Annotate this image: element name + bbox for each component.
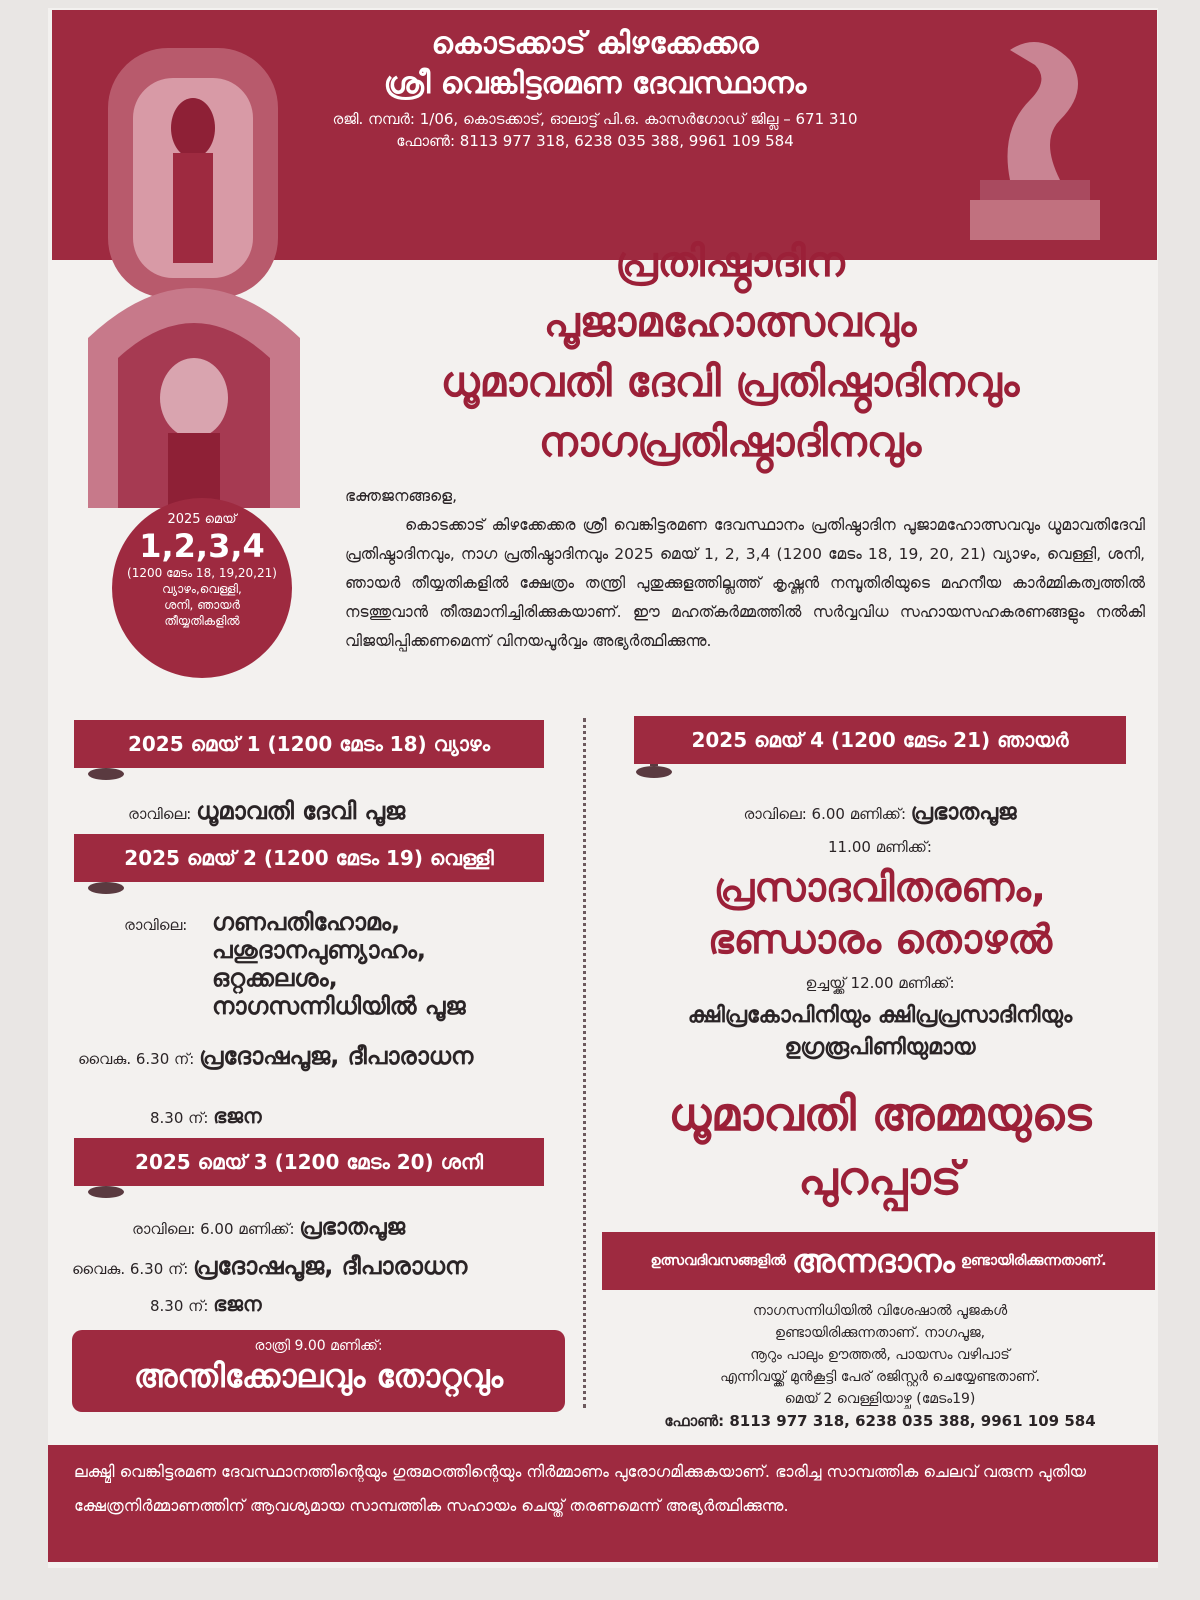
day4-noon-label: ഉച്ചയ്ക്ക് 12.00 മണിക്ക്:	[805, 974, 955, 992]
day4-eleven-event	[600, 862, 1160, 966]
day2-event: ഒറ്റക്കലശം,	[212, 964, 338, 992]
day4-banner: 2025 മെയ് 4 (1200 മേടം 21) ഞായർ	[634, 716, 1126, 764]
contact-phone: ഫോൺ: 8113 977 318, 6238 035 388, 9961 109 584	[664, 1412, 1096, 1430]
day2-banner: 2025 മെയ് 2 (1200 മേടം 19) വെള്ളി	[74, 834, 544, 882]
header-phone: ഫോൺ: 8113 977 318, 6238 035 388, 9961 109 584	[396, 132, 794, 150]
festival-title-line: പൂജാമഹോത്സവവും	[543, 297, 917, 346]
naga-note-line: ഉണ്ടായിരിക്കുന്നതാണ്. നാഗപൂജ,	[774, 1325, 986, 1341]
day3-night-event: ഭജന	[213, 1292, 262, 1316]
festival-title	[320, 232, 1140, 472]
festival-title-line: നാഗപ്രതിഷ്ഠാദിനവും	[538, 417, 922, 466]
day2-morning-label: രാവിലെ:	[124, 916, 188, 934]
salutation: ഭക്തജനങ്ങളെ,	[345, 487, 458, 505]
annadanam-highlight: അന്നദാനം	[791, 1241, 955, 1280]
date-circle-malayalam-dates: (1200 മേടം 18, 19,20,21)	[127, 566, 277, 580]
day2-event: പശുദാനപുണ്യാഹം,	[212, 936, 427, 964]
day3-evening-event: പ്രദോഷപൂജ, ദീപാരാധന	[193, 1252, 468, 1280]
intro-paragraph: കൊടക്കാട് കിഴക്കേക്കര ശ്രീ വെങ്കിട്ടരമണ ദേവസ്ഥാനം പ്രതിഷ്ഠാദിന പൂജാമഹോത്സവവും ധൂമാവതിദേവി പ്രതിഷ്ഠാദിനവും, നാഗ പ്രതിഷ്ഠാദിനവും 2025 മെയ് 1, 2, 3,4 (1200 മേടം 18, 19, 20, 21) വ്യാഴം, വെള്ളി, ശനി, ഞായർ തീയ്യതികളിൽ ക്ഷേത്രം തന്ത്രി പുതുക്കുളത്തില്ലത്ത് കൃഷ്ണൻ നമ്പൂതിരിയുടെ മഹനീയ കാർമ്മികത്വത്തിൽ നടത്തുവാൻ തീരുമാനിച്ചിരിക്കുകയാണ്. ഈ മഹത്കർമ്മത്തിൽ സർവ്വവിധ സഹായസഹകരണങ്ങളും നൽകി വിജയിപ്പിക്കണമെന്ന് വിനയപൂർവ്വം അഭ്യർത്ഥിക്കുന്നു.	[345, 516, 1145, 650]
temple-name-line1: കൊടക്കാട് കിഴക്കേക്കര	[431, 26, 759, 61]
day4-noon-desc-line: ഉഗ്രരൂപിണിയുമായ	[784, 1035, 976, 1060]
day3-morning-label: രാവിലെ: 6.00 മണിക്ക്:	[132, 1220, 295, 1238]
day3-night-label: 8.30 ന്:	[150, 1297, 209, 1315]
day4-morning-event: പ്രഭാതപൂജ	[910, 800, 1017, 825]
annadanam-suffix: ഉണ്ടായിരിക്കുന്നതാണ്.	[960, 1253, 1107, 1269]
date-circle	[112, 498, 292, 678]
day1-morning-label: രാവിലെ:	[128, 805, 192, 823]
intro-text	[345, 482, 1145, 656]
naga-note-line: എന്നിവയ്ക്ക് മുൻകൂട്ടി പേര് രജിസ്റ്റർ ചെയ്യേണ്ടതാണ്.	[720, 1369, 1040, 1385]
festival-title-line: പ്രതിഷ്ഠാദിന	[615, 237, 845, 286]
naga-notes	[600, 1300, 1160, 1432]
day3-evening	[72, 1252, 467, 1280]
date-circle-days: വ്യാഴം,വെള്ളി,	[162, 582, 242, 596]
day3-banner: 2025 മെയ് 3 (1200 മേടം 20) ശനി	[74, 1138, 544, 1186]
day2-night	[150, 1104, 262, 1128]
day2-morning-events	[212, 908, 466, 1020]
day4-noon-desc	[600, 1000, 1160, 1064]
day2-night-label: 8.30 ന്:	[150, 1109, 209, 1127]
naga-image	[950, 30, 1110, 250]
day4-morning-label: രാവിലെ: 6.00 മണിക്ക്:	[743, 805, 906, 823]
day3-night	[150, 1292, 262, 1316]
column-divider	[583, 718, 586, 1408]
annadanam-banner	[602, 1232, 1155, 1290]
day3-evening-label: വൈകു. 6.30 ന്:	[72, 1260, 189, 1278]
date-circle-month: 2025 മെയ്	[167, 512, 237, 527]
day3-late-label: രാത്രി 9.00 മണിക്ക്:	[254, 1338, 383, 1354]
day3-morning	[132, 1215, 405, 1240]
day1-banner: 2025 മെയ് 1 (1200 മേടം 18) വ്യാഴം	[74, 720, 544, 768]
footer-appeal: ലക്ഷ്മി വെങ്കിട്ടരമണ ദേവസ്ഥാനത്തിന്റെയും ഗുരുമഠത്തിന്റെയും നിർമ്മാണം പുരോഗമിക്കുകയാണ്. ഭാരിച്ച സാമ്പത്തിക ചെലവ് വരുന്ന പുതിയ ക്ഷേത്രനിർമ്മാണത്തിന് ആവശ്യമായ സാമ്പത്തിക സഹായം ചെയ്ത് തരണമെന്ന് അഭ്യർത്ഥിക്കുന്നു.	[48, 1445, 1158, 1562]
day3-night-box	[72, 1330, 565, 1412]
day4-noon-event-line: ധൂമാവതി അമ്മയുടെ	[668, 1087, 1092, 1141]
day2-evening-event: പ്രദോഷപൂജ, ദീപാരാധന	[199, 1042, 474, 1070]
date-circle-days: ശനി, ഞായർ	[164, 598, 240, 612]
naga-note-line: മെയ് 2 വെള്ളിയാഴ്ച (മേടം19)	[784, 1391, 976, 1407]
day4-morning	[600, 800, 1160, 825]
day4-noon-event	[600, 1082, 1160, 1210]
day1-schedule	[128, 797, 405, 825]
day4-noon-desc-line: ക്ഷിപ്രകോപിനിയും ക്ഷിപ്രപ്രസാദിനിയും	[687, 1003, 1073, 1028]
festival-title-line: ധൂമാവതി ദേവി പ്രതിഷ്ഠാദിനവും	[440, 357, 1020, 406]
day4-eleven-event-line: പ്രസാദവിതരണം,	[713, 865, 1047, 911]
day4-eleven-label: 11.00 മണിക്ക്:	[828, 838, 932, 856]
day2-evening	[78, 1042, 473, 1070]
date-circle-days: തീയ്യതികളിൽ	[164, 614, 240, 628]
day2-evening-label: വൈകു. 6.30 ന്:	[78, 1050, 195, 1068]
day4-noon-event-line: പുറപ്പാട്	[798, 1151, 962, 1205]
day3-late-event: അന്തിക്കോലവും തോറ്റവും	[133, 1357, 504, 1395]
deity-image	[78, 38, 310, 518]
date-circle-dates: 1,2,3,4	[139, 527, 265, 565]
day2-night-event: ഭജന	[213, 1104, 262, 1128]
registration-address: രജി. നമ്പർ: 1/06, കൊടക്കാട്, ഓലാട്ട് പി.ഒ. കാസർഗോഡ് ജില്ല – 671 310	[332, 110, 858, 128]
day2-event: ഗണപതിഹോമം,	[212, 908, 401, 936]
naga-note-line: നാഗസന്നിധിയിൽ വിശേഷാൽ പൂജകൾ	[752, 1303, 1008, 1319]
day2-event: നാഗസന്നിധിയിൽ പൂജ	[212, 992, 466, 1020]
day3-morning-event: പ്രഭാതപൂജ	[299, 1215, 406, 1240]
day4-eleven-event-line: ഭണ്ഡാരം തൊഴൽ	[707, 917, 1053, 963]
annadanam-prefix: ഉത്സവദിവസങ്ങളിൽ	[650, 1253, 786, 1269]
day1-morning-event: ധൂമാവതി ദേവി പൂജ	[196, 797, 406, 825]
temple-name-line2: ശ്രീ വെങ്കിട്ടരമണ ദേവസ്ഥാനം	[383, 66, 807, 101]
naga-note-line: നൂറും പാലും ഊത്തൽ, പായസം വഴിപാട്	[750, 1347, 1010, 1363]
